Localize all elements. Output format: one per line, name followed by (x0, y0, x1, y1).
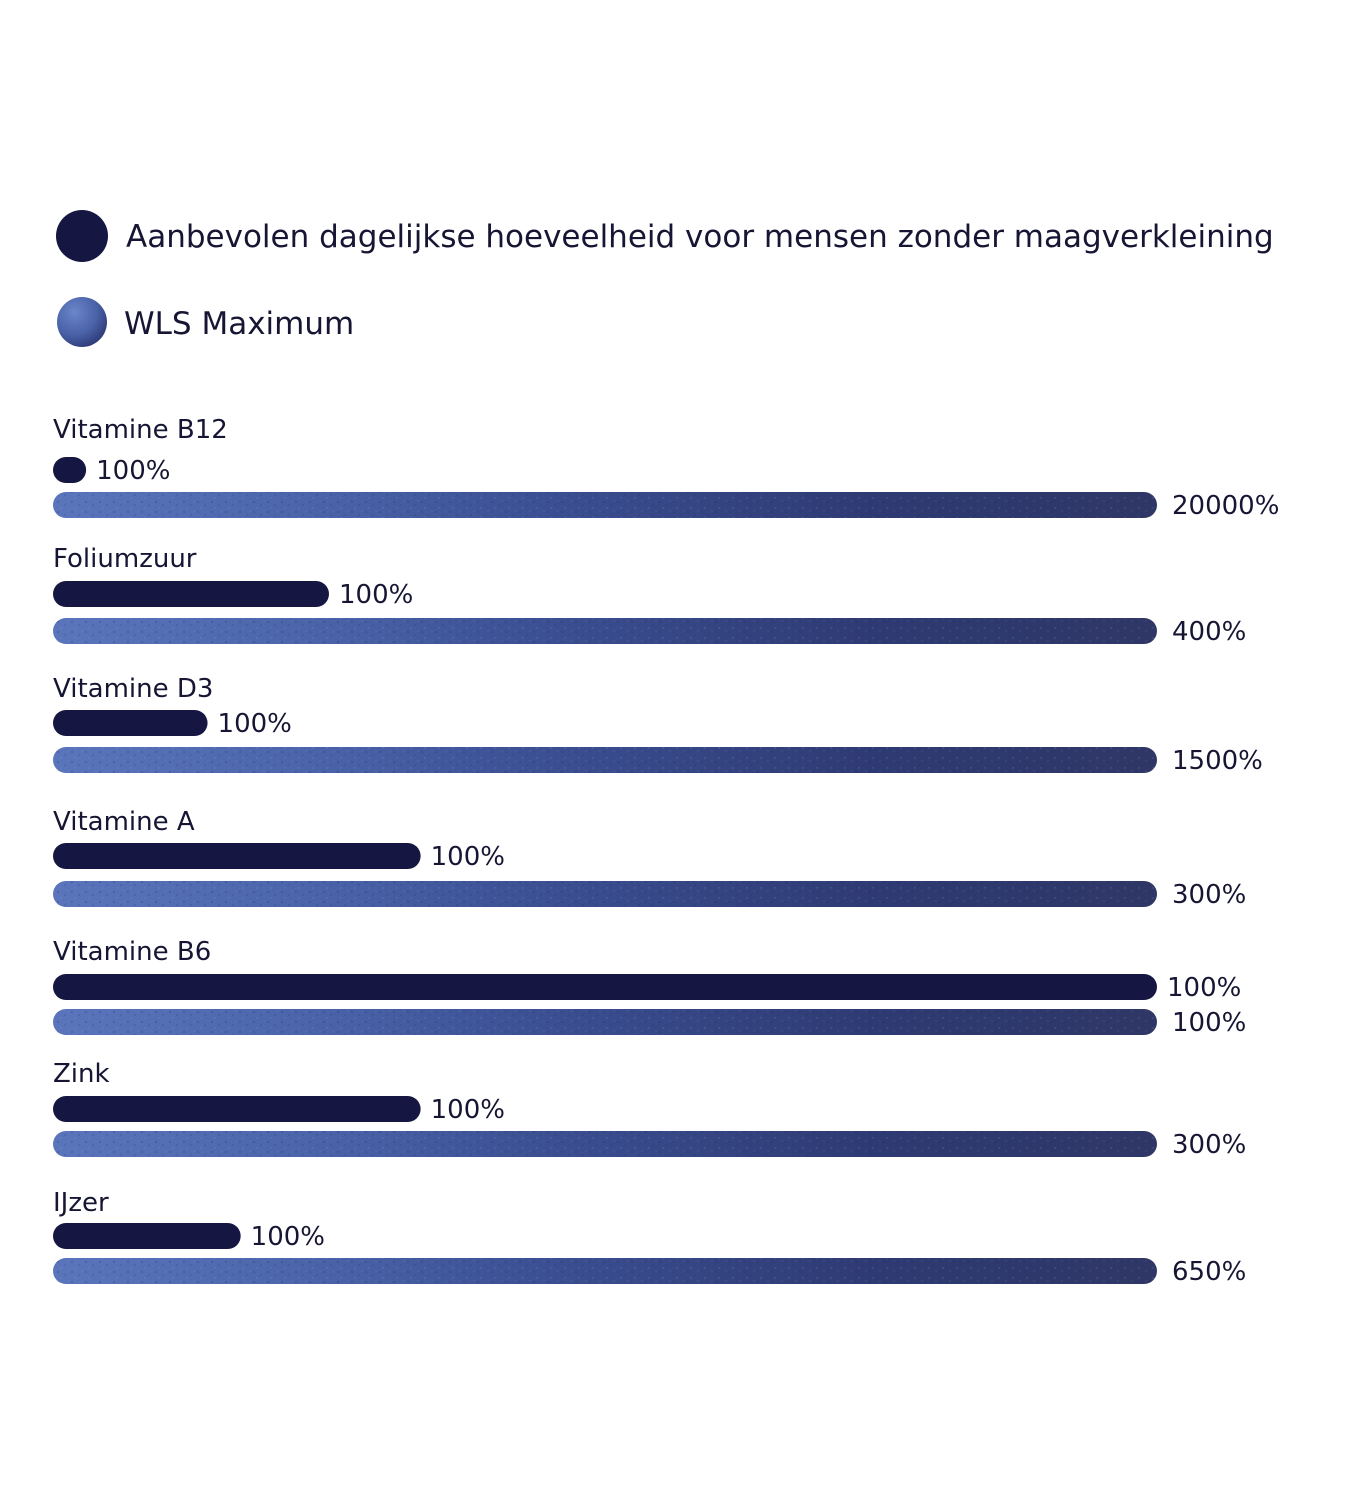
legend-label-wls: WLS Maximum (124, 306, 355, 342)
wls-max-bar-texture (53, 1009, 1157, 1035)
wls-max-bar-texture (53, 618, 1157, 644)
wls-max-value-label: 300% (1172, 1130, 1247, 1160)
recommended-value-label: 100% (1167, 973, 1242, 1003)
category-label: Vitamine A (53, 807, 195, 837)
recommended-bar (53, 843, 421, 869)
recommended-bar (53, 974, 1157, 1000)
wls-max-bar-texture (53, 881, 1157, 907)
category-label: Zink (53, 1059, 110, 1089)
category-label: Vitamine B12 (53, 415, 228, 445)
wls-max-bar-texture (53, 747, 1157, 773)
recommended-bar (53, 1223, 241, 1249)
recommended-value-label: 100% (250, 1222, 326, 1252)
legend-label-recommended: Aanbevolen dagelijkse hoeveelheid voor mensen zonder maagverkleining (126, 219, 1274, 255)
recommended-value-label: 100% (339, 580, 414, 610)
recommended-bar (53, 581, 329, 607)
wls-max-value-label: 1500% (1172, 746, 1263, 776)
recommended-bar (53, 710, 208, 736)
recommended-value-label: 100% (96, 456, 171, 486)
recommended-bar (53, 457, 86, 483)
legend (56, 210, 1274, 347)
recommended-bar (53, 1096, 421, 1122)
wls-max-value-label: 20000% (1172, 491, 1280, 521)
wls-max-bar-texture (53, 1131, 1157, 1157)
wls-max-value-label: 100% (1172, 1008, 1247, 1038)
recommended-value-label: 100% (430, 842, 505, 872)
wls-max-value-label: 650% (1172, 1257, 1247, 1287)
wls-max-value-label: 400% (1172, 617, 1247, 647)
category-label: Foliumzuur (53, 544, 197, 574)
recommended-value-label: 100% (217, 709, 292, 739)
recommended-value-label: 100% (430, 1095, 505, 1125)
category-label: Vitamine D3 (53, 674, 214, 704)
legend-dot-wls (57, 297, 107, 347)
wls-max-bar-texture (53, 492, 1157, 518)
legend-dot-recommended (56, 210, 108, 262)
chart-rows (53, 415, 1279, 1287)
wls-max-bar-texture (53, 1258, 1157, 1284)
category-label: Vitamine B6 (53, 937, 212, 967)
category-label: IJzer (53, 1188, 109, 1218)
wls-max-value-label: 300% (1172, 880, 1247, 910)
